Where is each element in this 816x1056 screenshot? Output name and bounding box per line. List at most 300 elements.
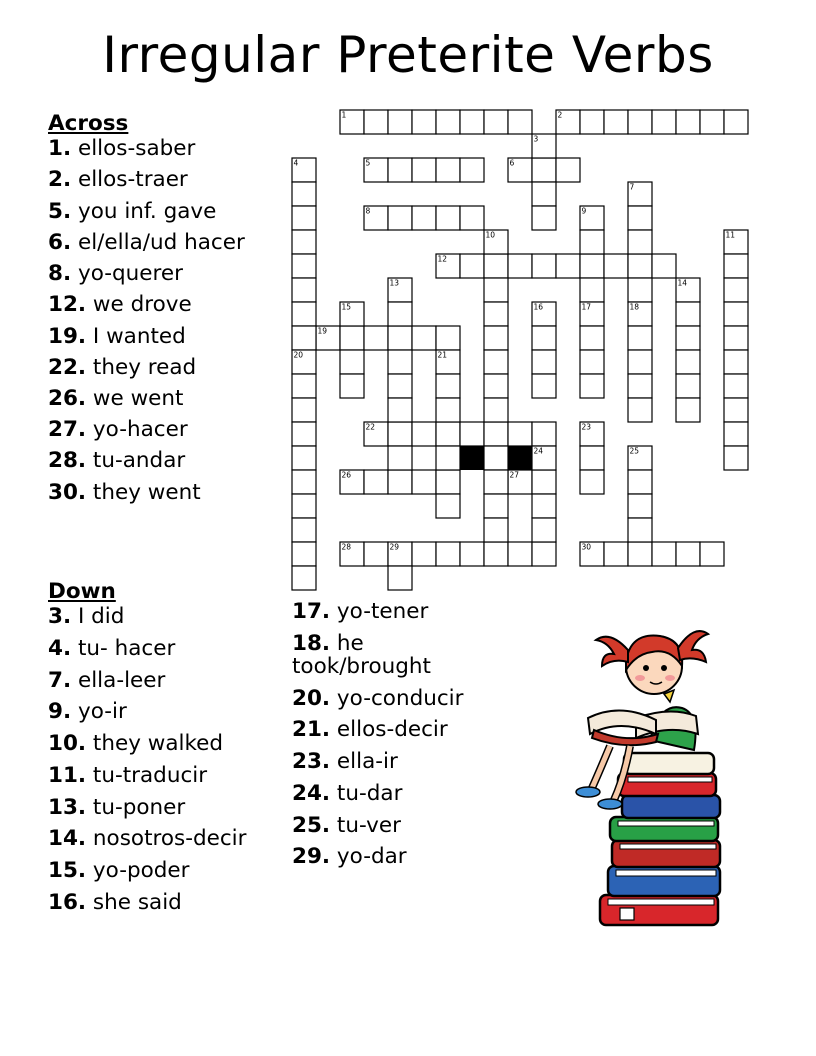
crossword-cell[interactable] [628, 446, 652, 470]
clue-text: tu- hacer [71, 635, 176, 661]
clue-item [48, 137, 248, 160]
cell-number: 11 [725, 230, 736, 240]
crossword-cell[interactable] [580, 278, 604, 302]
clue-text: tu-poner [86, 794, 186, 820]
crossword-cell[interactable] [484, 278, 508, 302]
down-clue-list [48, 605, 273, 914]
clue-text: yo-hacer [86, 417, 188, 443]
clue-text: tu-andar [86, 448, 186, 474]
crossword-cell[interactable] [676, 350, 700, 374]
clue-number: 24. [292, 780, 331, 806]
crossword-cell[interactable] [628, 350, 652, 374]
clue-number: 13. [48, 794, 87, 820]
crossword-cell[interactable] [388, 446, 412, 470]
crossword-cell[interactable] [292, 350, 316, 374]
crossword-cell[interactable] [460, 110, 484, 134]
crossword-cell[interactable] [292, 254, 316, 278]
crossword-cell[interactable] [724, 302, 748, 326]
crossword-cell[interactable] [628, 278, 652, 302]
crossword-cell[interactable] [388, 326, 412, 350]
clue-number: 26. [48, 385, 87, 411]
crossword-cell[interactable] [532, 182, 556, 206]
clue-text: we drove [86, 292, 192, 318]
crossword-cell[interactable] [604, 254, 628, 278]
crossword-cell[interactable] [388, 110, 412, 134]
crossword-cell[interactable] [484, 350, 508, 374]
crossword-cell[interactable] [580, 470, 604, 494]
crossword-cell[interactable] [484, 302, 508, 326]
crossword-cell[interactable] [388, 398, 412, 422]
cell-number: 21 [437, 350, 448, 360]
clue-number: 6. [48, 229, 72, 255]
crossword-cell[interactable] [388, 566, 412, 590]
crossword-cell[interactable] [628, 182, 652, 206]
clue-number: 15. [48, 857, 87, 883]
crossword-cell[interactable] [532, 350, 556, 374]
cell-number: 15 [341, 302, 352, 312]
crossword-cell[interactable] [580, 374, 604, 398]
crossword-cell[interactable] [580, 326, 604, 350]
crossword-cell[interactable] [532, 326, 556, 350]
clue-item [48, 700, 273, 723]
crossword-cell[interactable] [508, 470, 532, 494]
crossword-cell[interactable] [292, 542, 316, 566]
crossword-cell[interactable] [484, 110, 508, 134]
crossword-cell[interactable] [700, 542, 724, 566]
cell-number: 17 [581, 302, 592, 312]
crossword-cell[interactable] [292, 158, 316, 182]
crossword-cell[interactable] [364, 422, 388, 446]
cell-number: 8 [365, 206, 371, 216]
clue-text: tu-traducir [86, 762, 208, 788]
crossword-cell[interactable] [412, 470, 436, 494]
clue-number: 4. [48, 635, 72, 661]
cell-number: 20 [293, 350, 304, 360]
across-clues [48, 112, 248, 512]
crossword-cell[interactable] [484, 230, 508, 254]
crossword-cell[interactable] [436, 206, 460, 230]
crossword-cell[interactable] [652, 110, 676, 134]
clue-text: yo-dar [330, 844, 407, 870]
crossword-cell[interactable] [388, 374, 412, 398]
crossword-cell[interactable] [388, 350, 412, 374]
cell-number: 29 [389, 542, 400, 552]
crossword-cell[interactable] [340, 374, 364, 398]
clue-text: yo-tener [330, 599, 429, 624]
crossword-cell[interactable] [436, 110, 460, 134]
clue-text: tu-dar [330, 780, 403, 806]
crossword-cell[interactable] [292, 470, 316, 494]
clue-number: 12. [48, 292, 87, 318]
cell-number: 12 [437, 254, 448, 264]
crossword-cell[interactable] [364, 542, 388, 566]
clue-item [292, 750, 492, 773]
crossword-cell[interactable] [364, 158, 388, 182]
clue-item [48, 605, 273, 628]
crossword-cell[interactable] [436, 542, 460, 566]
crossword-cell[interactable] [580, 206, 604, 230]
crossword-cell[interactable] [292, 566, 316, 590]
crossword-cell[interactable] [412, 110, 436, 134]
clue-item [48, 796, 273, 819]
crossword-cell[interactable] [580, 542, 604, 566]
crossword-cell[interactable] [340, 326, 364, 350]
clue-number: 28. [48, 448, 87, 474]
crossword-cell[interactable] [364, 206, 388, 230]
clue-text: yo-ir [71, 699, 127, 725]
crossword-cell[interactable] [292, 518, 316, 542]
crossword-cell[interactable] [292, 230, 316, 254]
cell-number: 1 [341, 110, 347, 120]
clue-number: 23. [292, 749, 331, 775]
crossword-cell[interactable] [364, 326, 388, 350]
clue-number: 16. [48, 889, 87, 915]
down-clues-continued [292, 600, 492, 877]
crossword-cell[interactable] [412, 542, 436, 566]
crossword-cell[interactable] [580, 110, 604, 134]
crossword-cell[interactable] [724, 230, 748, 254]
clue-text: ellos-decir [330, 717, 448, 743]
crossword-cell[interactable] [628, 326, 652, 350]
clue-item [48, 387, 248, 410]
clue-item [48, 325, 248, 348]
clue-text: she said [86, 889, 182, 915]
crossword-cell[interactable] [340, 350, 364, 374]
crossword-cell[interactable] [292, 326, 316, 350]
crossword-cell[interactable] [580, 302, 604, 326]
crossword-cell[interactable] [724, 422, 748, 446]
crossword-cell[interactable] [436, 374, 460, 398]
clue-item [292, 600, 492, 623]
clue-item [48, 356, 248, 379]
crossword-cell[interactable] [724, 110, 748, 134]
clue-item [48, 764, 273, 787]
crossword-cell[interactable] [340, 542, 364, 566]
clue-text: el/ella/ud hacer [71, 229, 245, 255]
cell-number: 10 [485, 230, 496, 240]
down-clue-list-continued [292, 600, 492, 868]
crossword-cell[interactable] [292, 278, 316, 302]
clue-item [48, 200, 248, 223]
crossword-cell[interactable] [628, 230, 652, 254]
clue-item [292, 814, 492, 837]
crossword-cell[interactable] [436, 326, 460, 350]
cell-number: 26 [341, 470, 352, 480]
girl-reading-illustration [570, 610, 740, 945]
clue-text: nosotros-decir [86, 826, 247, 852]
crossword-cell[interactable] [412, 158, 436, 182]
crossword-cell[interactable] [580, 350, 604, 374]
crossword-cell[interactable] [532, 446, 556, 470]
clue-item [48, 732, 273, 755]
clue-number: 8. [48, 261, 72, 287]
cell-number: 4 [293, 158, 299, 168]
crossword-cell[interactable] [460, 206, 484, 230]
cell-number: 18 [629, 302, 640, 312]
crossword-cell[interactable] [436, 470, 460, 494]
crossword-cell[interactable] [508, 158, 532, 182]
crossword-cell[interactable] [364, 470, 388, 494]
crossword-cell[interactable] [412, 422, 436, 446]
clue-text: tu-ver [330, 812, 401, 838]
clue-number: 11. [48, 762, 87, 788]
crossword-cell[interactable] [388, 470, 412, 494]
crossword-cell[interactable] [556, 110, 580, 134]
crossword-cell[interactable] [292, 374, 316, 398]
crossword-cell[interactable] [628, 302, 652, 326]
crossword-cell[interactable] [580, 446, 604, 470]
clue-text: yo-querer [71, 261, 183, 287]
crossword-cell[interactable] [364, 110, 388, 134]
clue-text: I wanted [86, 323, 186, 349]
cell-number: 22 [365, 422, 376, 432]
crossword-cell[interactable] [580, 422, 604, 446]
crossword-cell[interactable] [484, 542, 508, 566]
across-heading: Across [48, 111, 129, 136]
clue-item [48, 293, 248, 316]
clue-number: 18. [292, 630, 331, 656]
crossword-cell[interactable] [436, 494, 460, 518]
clue-text: they read [86, 354, 197, 380]
crossword-cell[interactable] [532, 134, 556, 158]
crossword-cell[interactable] [628, 518, 652, 542]
clue-text: you inf. gave [71, 198, 217, 224]
crossword-cell[interactable] [388, 422, 412, 446]
crossword-cell[interactable] [316, 326, 340, 350]
crossword-cell[interactable] [556, 158, 580, 182]
clue-number: 3. [48, 604, 72, 630]
crossword-cell[interactable] [484, 494, 508, 518]
crossword-cell[interactable] [508, 422, 532, 446]
crossword-cell[interactable] [628, 470, 652, 494]
black-square [460, 446, 484, 470]
crossword-cell[interactable] [532, 542, 556, 566]
cell-number: 16 [533, 302, 544, 312]
crossword-cell[interactable] [532, 206, 556, 230]
page-title: Irregular Preterite Verbs [102, 26, 714, 84]
crossword-cell[interactable] [724, 326, 748, 350]
clue-text: we went [86, 385, 184, 411]
clue-text: I did [71, 604, 125, 630]
clue-item [48, 418, 248, 441]
clue-item [292, 632, 492, 678]
crossword-cell[interactable] [532, 302, 556, 326]
cell-number: 24 [533, 446, 544, 456]
crossword-cell[interactable] [340, 110, 364, 134]
crossword-cell[interactable] [628, 542, 652, 566]
clue-item [48, 637, 273, 660]
clue-text: yo-poder [86, 857, 190, 883]
crossword-cell[interactable] [484, 326, 508, 350]
clue-number: 21. [292, 717, 331, 743]
clue-number: 20. [292, 685, 331, 711]
crossword-cell[interactable] [292, 302, 316, 326]
cell-number: 6 [509, 158, 515, 168]
crossword-cell[interactable] [580, 254, 604, 278]
clue-item [48, 231, 248, 254]
crossword-cell[interactable] [676, 542, 700, 566]
clue-number: 17. [292, 599, 331, 624]
clue-number: 30. [48, 479, 87, 505]
clue-item [48, 669, 273, 692]
crossword-cell[interactable] [508, 254, 532, 278]
crossword-cell[interactable] [724, 350, 748, 374]
crossword-cell[interactable] [436, 350, 460, 374]
crossword-cell[interactable] [532, 494, 556, 518]
crossword-cell[interactable] [676, 326, 700, 350]
crossword-cell[interactable] [628, 494, 652, 518]
crossword-cell[interactable] [604, 110, 628, 134]
crossword-cell[interactable] [388, 158, 412, 182]
crossword-cell[interactable] [580, 230, 604, 254]
down-clues [48, 580, 273, 922]
crossword-cell[interactable] [340, 302, 364, 326]
crossword-cell[interactable] [388, 206, 412, 230]
cell-number: 9 [581, 206, 587, 216]
crossword-cell[interactable] [628, 110, 652, 134]
crossword-cell[interactable] [460, 542, 484, 566]
clue-item [48, 262, 248, 285]
crossword-cell[interactable] [460, 158, 484, 182]
clue-number: 9. [48, 699, 72, 725]
crossword-cell[interactable] [508, 542, 532, 566]
cell-number: 23 [581, 422, 592, 432]
cell-number: 25 [629, 446, 640, 456]
cell-number: 13 [389, 278, 400, 288]
crossword-cell[interactable] [484, 374, 508, 398]
crossword-cell[interactable] [532, 422, 556, 446]
crossword-cell[interactable] [388, 302, 412, 326]
clue-text: ellos-saber [71, 136, 196, 162]
clue-item [48, 859, 273, 882]
clue-number: 5. [48, 198, 72, 224]
crossword-cell[interactable] [628, 254, 652, 278]
crossword-cell[interactable] [532, 518, 556, 542]
crossword-cell[interactable] [652, 254, 676, 278]
crossword-cell[interactable] [436, 422, 460, 446]
clue-number: 14. [48, 826, 87, 852]
clue-number: 7. [48, 667, 72, 693]
crossword-cell[interactable] [604, 542, 628, 566]
cell-number: 2 [557, 110, 563, 120]
crossword-cell[interactable] [292, 182, 316, 206]
clue-text: he took/brought [292, 630, 431, 679]
clue-item [292, 718, 492, 741]
crossword-cell[interactable] [532, 254, 556, 278]
cell-number: 7 [629, 182, 635, 192]
black-square [508, 446, 532, 470]
crossword-cell[interactable] [412, 326, 436, 350]
clue-number: 27. [48, 417, 87, 443]
cell-number: 28 [341, 542, 352, 552]
across-clue-list [48, 137, 248, 504]
crossword-cell[interactable] [484, 422, 508, 446]
crossword-cell[interactable] [484, 398, 508, 422]
crossword-cell[interactable] [724, 278, 748, 302]
crossword-cell[interactable] [292, 422, 316, 446]
down-heading: Down [48, 579, 116, 604]
crossword-cell[interactable] [532, 470, 556, 494]
clue-text: ella-ir [330, 749, 398, 775]
clue-number: 19. [48, 323, 87, 349]
clue-item [292, 782, 492, 805]
clue-item [48, 827, 273, 850]
clue-text: they went [86, 479, 201, 505]
crossword-cell[interactable] [724, 374, 748, 398]
crossword-cell[interactable] [724, 398, 748, 422]
clue-item [292, 845, 492, 868]
clue-number: 22. [48, 354, 87, 380]
crossword-cell[interactable] [676, 278, 700, 302]
clue-number: 25. [292, 812, 331, 838]
crossword-cell[interactable] [460, 422, 484, 446]
crossword-cell[interactable] [724, 254, 748, 278]
crossword-cell[interactable] [676, 110, 700, 134]
clue-text: they walked [86, 731, 224, 757]
crossword-cell[interactable] [508, 110, 532, 134]
crossword-cell[interactable] [436, 398, 460, 422]
cell-number: 5 [365, 158, 371, 168]
clue-number: 10. [48, 731, 87, 757]
crossword-cell[interactable] [628, 398, 652, 422]
crossword-cell[interactable] [676, 302, 700, 326]
crossword-cell[interactable] [484, 518, 508, 542]
clue-number: 1. [48, 136, 72, 162]
crossword-cell[interactable] [436, 158, 460, 182]
clue-text: yo-conducir [330, 685, 464, 711]
crossword-cell[interactable] [340, 470, 364, 494]
crossword-cell[interactable] [484, 254, 508, 278]
clue-item [48, 449, 248, 472]
cell-number: 27 [509, 470, 520, 480]
clue-text: ellos-traer [71, 167, 188, 193]
crossword-cell[interactable] [436, 254, 460, 278]
crossword-cell[interactable] [388, 278, 412, 302]
cell-number: 3 [533, 134, 539, 144]
crossword-cell[interactable] [412, 206, 436, 230]
crossword-cell[interactable] [436, 446, 460, 470]
crossword-cell[interactable] [532, 374, 556, 398]
crossword-cell[interactable] [628, 374, 652, 398]
crossword-cell[interactable] [676, 398, 700, 422]
crossword-cell[interactable] [460, 254, 484, 278]
clue-item [48, 481, 248, 504]
crossword-cell[interactable] [292, 398, 316, 422]
crossword-cell[interactable] [388, 542, 412, 566]
crossword-cell[interactable] [532, 158, 556, 182]
crossword-cell[interactable] [292, 446, 316, 470]
crossword-cell[interactable] [700, 110, 724, 134]
crossword-cell[interactable] [484, 446, 508, 470]
cell-number: 19 [317, 326, 328, 336]
clue-item [48, 891, 273, 914]
clue-number: 2. [48, 167, 72, 193]
crossword-cell[interactable] [724, 446, 748, 470]
crossword-cell[interactable] [628, 206, 652, 230]
crossword-cell[interactable] [292, 206, 316, 230]
clue-item [48, 168, 248, 191]
crossword-cell[interactable] [556, 254, 580, 278]
crossword-cell[interactable] [484, 470, 508, 494]
clue-item [292, 687, 492, 710]
cell-number: 14 [677, 278, 688, 288]
cell-number: 30 [581, 542, 592, 552]
crossword-cell[interactable] [652, 542, 676, 566]
clue-text: ella-leer [71, 667, 166, 693]
crossword-cell[interactable] [292, 494, 316, 518]
clue-number: 29. [292, 844, 331, 870]
crossword-cell[interactable] [676, 374, 700, 398]
